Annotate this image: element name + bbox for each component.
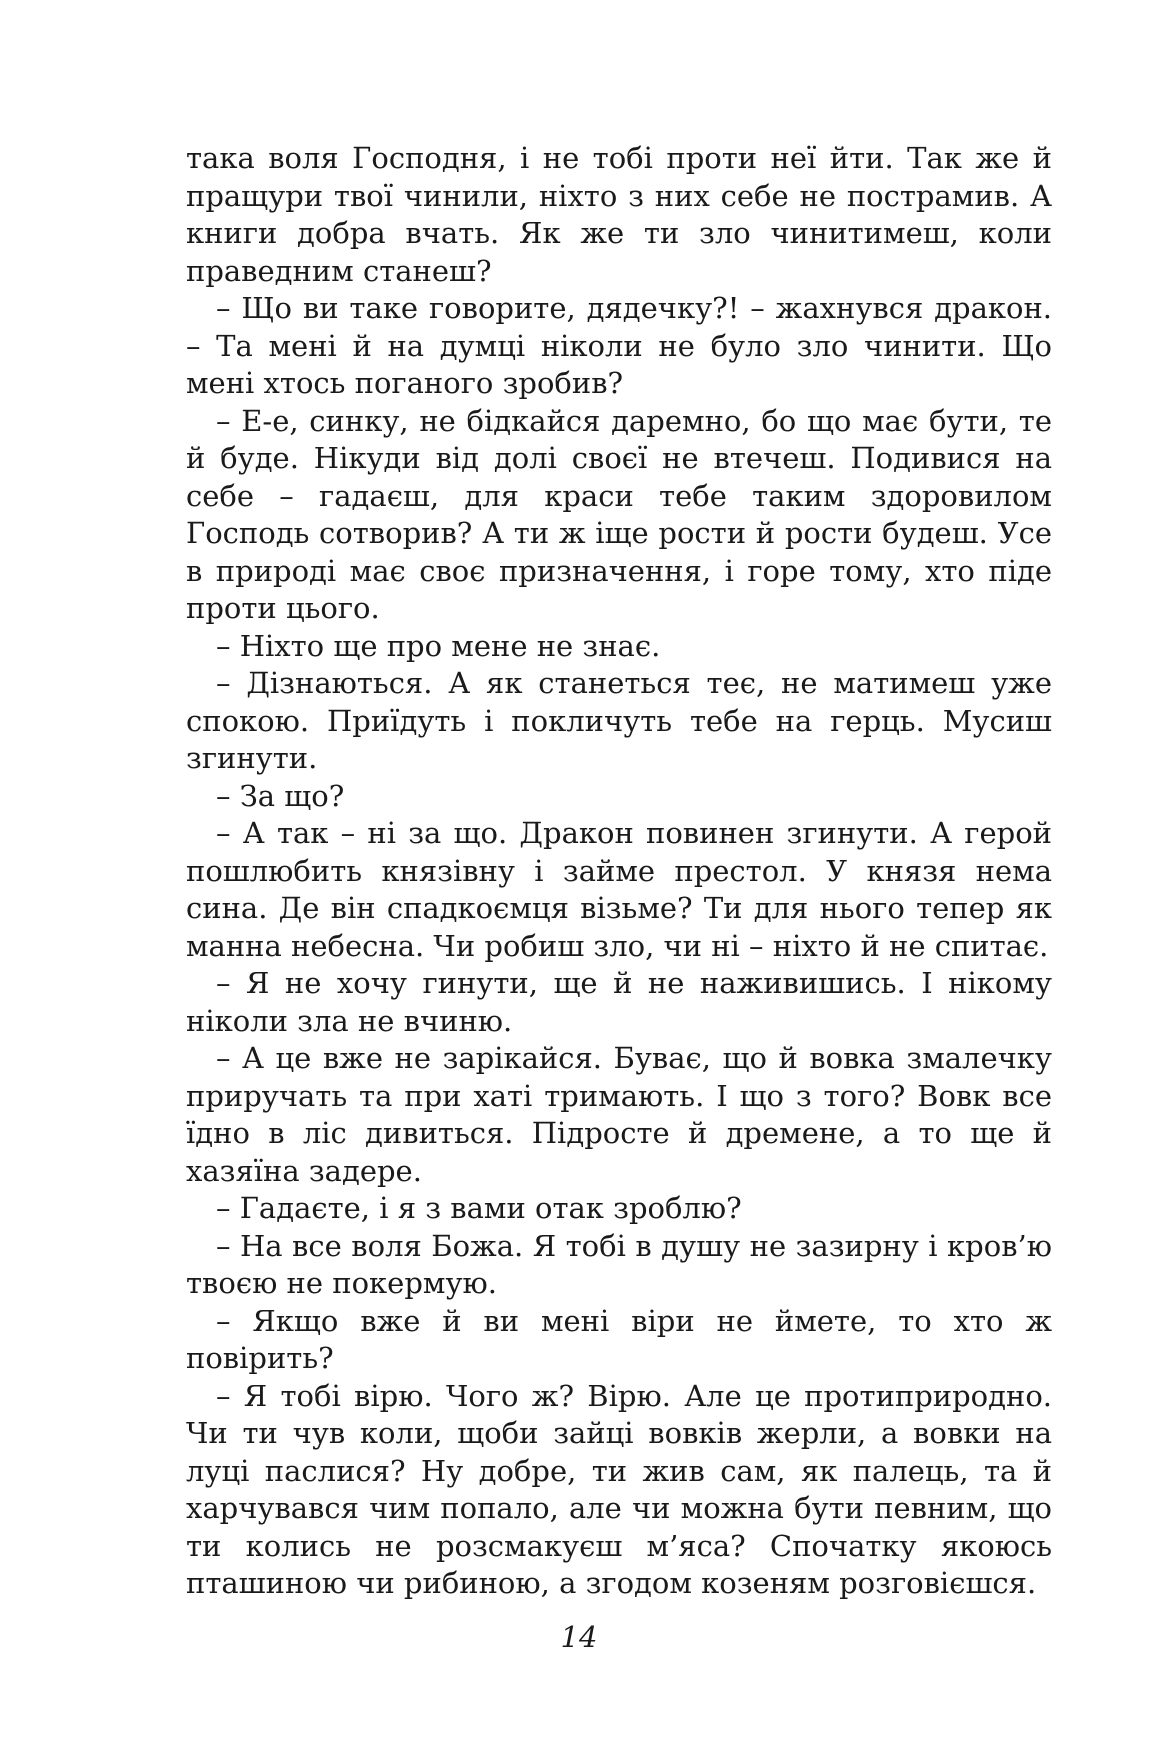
dialogue-line: – Якщо вже й ви мені віри не ймете, то хто ж повірить? (186, 1303, 1052, 1375)
dialogue-line: – Дізнаються. А як станеться теє, не матимеш уже спокою. Приїдуть і покличуть тебе на герць. Мусиш згинути. (186, 666, 1052, 775)
dialogue-line: – Е-е, синку, не бідкайся даремно, бо що має бути, те й буде. Нікуди від долі своєї не втечеш. Подивися на себе – гадаєш, для краси тебе таким здоровилом Господь сотворив? А ти ж іще рости й рости будеш. Усе в природі має своє призначення, і горе тому, хто піде проти цього. (186, 403, 1052, 625)
dialogue-line: – Що ви таке говорите, дядечку?! – жахнувся дракон. – Та мені й на думці ніколи не було зло чинити. Що мені хтось поганого зробив? (186, 291, 1052, 400)
dialogue-line: – На все воля Божа. Я тобі в душу не зазирну і кров’ю твоєю не покермую. (186, 1228, 1052, 1300)
dialogue-line: – Гадаєте, і я з вами отак зроблю? (216, 1191, 742, 1225)
dialogue-line: – А це вже не зарікайся. Буває, що й вовка змалечку приручать та при хаті тримають. І що з того? Вовк все їдно в ліс дивиться. Підросте й дремене, а то ще й хазяїна задере. (186, 1041, 1052, 1188)
dialogue-line: – Я не хочу гинути, ще й не наживишись. І нікому ніколи зла не вчиню. (186, 966, 1052, 1038)
dialogue-line: – А так – ні за що. Дракон повинен згинути. А герой пошлюбить князівну і займе престол. У князя нема сина. Де він спадкоємця візьме? Ти для нього тепер як манна небесна. Чи робиш зло, чи ні – ніхто й не спитає. (186, 816, 1052, 963)
dialogue-line: – Я тобі вірю. Чого ж? Вірю. Але це протиприродно. Чи ти чув коли, щоби зайці вовків жерли, а вовки на луці паслися? Ну добре, ти жив сам, як палець, та й харчувався чим попало, але чи можна бути певним, що ти колись не розсмакуєш м’яса? Спочатку якоюсь пташиною чи рибиною, а згодом козеням розговієшся. (186, 1378, 1052, 1600)
dialogue-line: – Ніхто ще про мене не знає. (216, 628, 661, 663)
dialogue-line: – За що? (216, 778, 345, 813)
page-number: 14 (560, 1620, 598, 1654)
paragraph-continuation: така воля Господня, і не тобі проти неї йти. Так же й пращури твої чинили, ніхто з них себе не пострамив. А книги добра вчать. Як же ти зло чинитимеш, коли праведним станеш? (186, 141, 1052, 288)
page-body-text (186, 140, 1052, 1603)
